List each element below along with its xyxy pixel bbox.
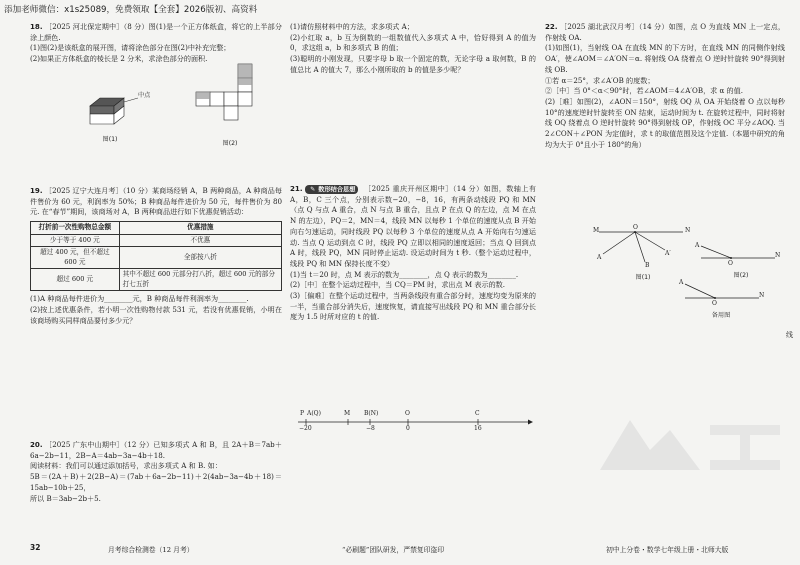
question-part: (1)A 种商品每件进价为________元，B 种商品每件利润率为________. (30, 294, 249, 304)
figure-caption: 图(1) (102, 136, 118, 143)
question-text: ［2025 河北保定期中］（8 分）图(1)是一个正方体纸盒，将它的上半部分涂上颜色. (30, 22, 282, 42)
point-label: N (775, 252, 781, 259)
cube-figure (80, 84, 170, 148)
axis-num: 0 (406, 425, 410, 432)
question-part: (2)按上述优惠条件，若小明一次性购物付款 531 元，若没有优惠促销，小明在该商场购买同样商品要付多少元？ (30, 304, 282, 325)
point-label: O (633, 224, 638, 231)
point-label: O (712, 300, 717, 307)
table-cell: 其中不超过 600 元部分打八折，超过 600 元的部分打七五折 (119, 269, 281, 291)
angle-drawing-1 (593, 224, 693, 266)
table-cell: 全部按八折 (119, 247, 281, 269)
point-label: N (685, 227, 691, 234)
angle-figure-backup (675, 270, 765, 326)
question-22 (545, 22, 785, 150)
question-part: (1)如图(1)，当射线 OA 在直线 MN 的下方时，在直线 MN 的同侧作射线 OA′，使∠AOM＝∠A′ON＝α. 将射线 OA 绕着点 O 逆时针旋转 90°得到射线 OB. (545, 43, 785, 74)
pen-icon: ✎ (310, 185, 316, 193)
reading-material: 5B＝(2A＋B)＋2(2B−A)＝(7ab＋6a−2b−11)＋2(4ab−3a−4b＋18)＝15ab−10b＋25， (30, 472, 282, 492)
table-cell: 不优惠 (119, 234, 281, 247)
page-number: 32 (30, 543, 41, 552)
angle-drawing-backup (675, 270, 765, 310)
question-19 (30, 186, 282, 326)
axis-label-m: M (344, 410, 351, 417)
question-21 (290, 184, 536, 323)
table-header: 打折前一次性购物总金额 (31, 222, 120, 235)
point-label: A′ (665, 250, 671, 257)
point-label: A (679, 279, 684, 286)
figure-caption: 图(2) (733, 272, 749, 279)
angle-drawing-2 (695, 240, 781, 266)
axis-label-o: O (405, 410, 410, 417)
reading-material: 所以 B＝3ab−2b＋5. (30, 493, 101, 503)
point-label: B (645, 262, 650, 269)
figure-caption: 图(1) (635, 274, 651, 281)
watermark-logo (590, 400, 790, 480)
question-18 (30, 22, 282, 65)
contact-banner: 添加老师微信：x1s25089，免费领取【全套】2026版初、高资料 (4, 5, 258, 15)
point-label: M (593, 227, 600, 234)
footer-middle: “必刷题”团队研发，严禁复印盗印 (342, 546, 445, 554)
point-label: A (597, 254, 602, 261)
question-number: 19. (30, 186, 43, 195)
point-label: O (728, 260, 733, 267)
question-part: ②［中］当 0°＜α＜90°时，若∠AOM＝4∠A′OB，求 α 的值. (545, 86, 744, 96)
question-part: (2)［中］在整个运动过程中，当 CQ＝PM 时，求出点 M 表示的数. (290, 280, 506, 290)
table-cell: 少于等于 400 元 (31, 234, 120, 247)
axis-num: 16 (474, 425, 482, 432)
table-row (31, 234, 282, 247)
question-part: (1)图(2)是该纸盒的展开图，请将涂色部分在图(2)中补充完整； (30, 43, 231, 53)
question-part: (1)当 t＝20 时，点 M 表示的数为________，点 Q 表示的数为________. (290, 269, 519, 279)
question-text: ［2025 辽宁大连月考］（10 分）某商场经销 A，B 两种商品，A 种商品每件售价为 60 元，利润率为 50%；B 种商品每件进价为 50 元，每件售价为 80 元. 在“春节”期间，该商场对 A，B 两种商品进行如下优惠促销活动： (30, 186, 282, 217)
axis-num: −8 (366, 425, 375, 432)
axis-num: −20 (299, 425, 312, 432)
number-line-drawing (294, 410, 534, 434)
question-text: ［2025 湖北武汉月考］（14 分）如图，点 O 为直线 MN 上一定点，作射线 OA. (545, 22, 785, 42)
number-line (294, 410, 534, 434)
table-cell: 超过 600 元 (31, 269, 120, 291)
question-part: (2)小红取 a，b 互为倒数的一组数值代入多项式 A 中，恰好得到 A 的值为 0，求这组 a，b 和多项式 B 的值； (290, 32, 536, 53)
figure-caption: 备用图 (711, 312, 731, 319)
footer-left: 月考综合检测卷（12 月考） (108, 546, 194, 554)
discount-table (30, 221, 282, 291)
question-part: (2)如果正方体纸盒的棱长是 2 分米，求涂色部分的面积. (30, 54, 208, 64)
axis-label-p: P (300, 410, 305, 417)
question-part: (3)聪明的小刚发现，只要字母 b 取一个固定的数，无论字母 a 取何数，B 的值总比 A 的值大 7，那么小刚所取的 b 的值是多少呢？ (290, 54, 536, 74)
point-label: A (695, 242, 700, 249)
axis-label-a: A(Q) (307, 410, 321, 417)
question-20-continued (290, 22, 536, 76)
question-number: 22. (545, 22, 558, 31)
cube-net-figure (190, 62, 270, 148)
question-number: 20. (30, 440, 43, 449)
question-part: (2)［难］如图(2)，∠AON＝150°，射线 OQ 从 OA 开始绕着 O 点以每秒 10°的速度逆时针旋转至 ON 结束，运动时间为 t. 在旋转过程中，同时将射线 OQ 绕着点 O 逆时针旋转 90°得到射线 OP，作射线 OC 平分∠AOQ. 当 2∠CON＋∠PON 为定值时，求 t 的取值范围及这个定值.（本题中研究的角均为大于 0°且小于 180°的角） (545, 96, 785, 149)
question-text: ［2025 广东中山期中］（12 分）已知多项式 A 和 B，且 2A＋B＝7ab＋6a−2b−11，2B−A＝4ab−3a−4b＋18. (30, 440, 282, 460)
question-number: 18. (30, 22, 43, 31)
question-part: (3)［偏难］在整个运动过程中，当两条线段有重合部分时，速度均变为原来的一半，当重合部分消失后，速度恢复，请直接写出线段 PQ 和 MN 重合部分长度为 1.5 时所对应的 t 的值. (290, 291, 536, 322)
table-header: 优惠措施 (119, 222, 281, 235)
table-row (31, 269, 282, 291)
axis-label-b: B(N) (364, 410, 379, 417)
axis-label-c: C (475, 410, 480, 417)
midpoint-label: 中点 (138, 92, 151, 99)
table-cell: 超过 400 元，但不超过 600 元 (31, 247, 120, 269)
footer-right: 初中上分卷・数学七年级上册・北师大版 (606, 546, 729, 554)
net-drawing (190, 62, 270, 136)
question-part: ①若 α＝25°，求∠A′OB 的度数； (545, 75, 655, 85)
binding-mark: 线 (786, 331, 793, 339)
point-label: N (759, 292, 765, 299)
question-part: (1)请仿照材料中的方法，求多项式 A； (290, 22, 414, 31)
question-20 (30, 440, 282, 504)
reading-material: 阅读材料：我们可以通过添加括号，求出多项式 A 和 B. 如： (30, 461, 222, 471)
figure-caption: 图(2) (222, 140, 238, 147)
table-row (31, 247, 282, 269)
question-text: ［2025 重庆开州区期中］（14 分）如图，数轴上有 A，B，C 三个点，分别表示数−20，−8，16，有两条动线段 PQ 和 MN（点 Q 与点 A 重合，点 N 与点 B 重合，且点 P 在点 Q 的左边，点 M 在点 N 的左边），PQ＝2，MN＝4，线段 MN 以每秒 1 个单位的速度从点 B 开始向右匀速运动，同时线段 PQ 以每秒 3 个单位的速度从点 A 开始向右匀速运动. 当点 Q 运动到点 C 时，线段 PQ 立即以相同的速度返回；当点 Q 回到点 A 时，线段 PQ，MN 同时停止运动. 设运动时间为 t 秒.（整个运动过程中，线段 PQ 和 MN 保持长度不变） (290, 184, 536, 268)
question-number: 21. (290, 184, 303, 193)
topic-tag (305, 185, 358, 195)
topic-tag-label: 数形结合思想 (318, 186, 356, 193)
